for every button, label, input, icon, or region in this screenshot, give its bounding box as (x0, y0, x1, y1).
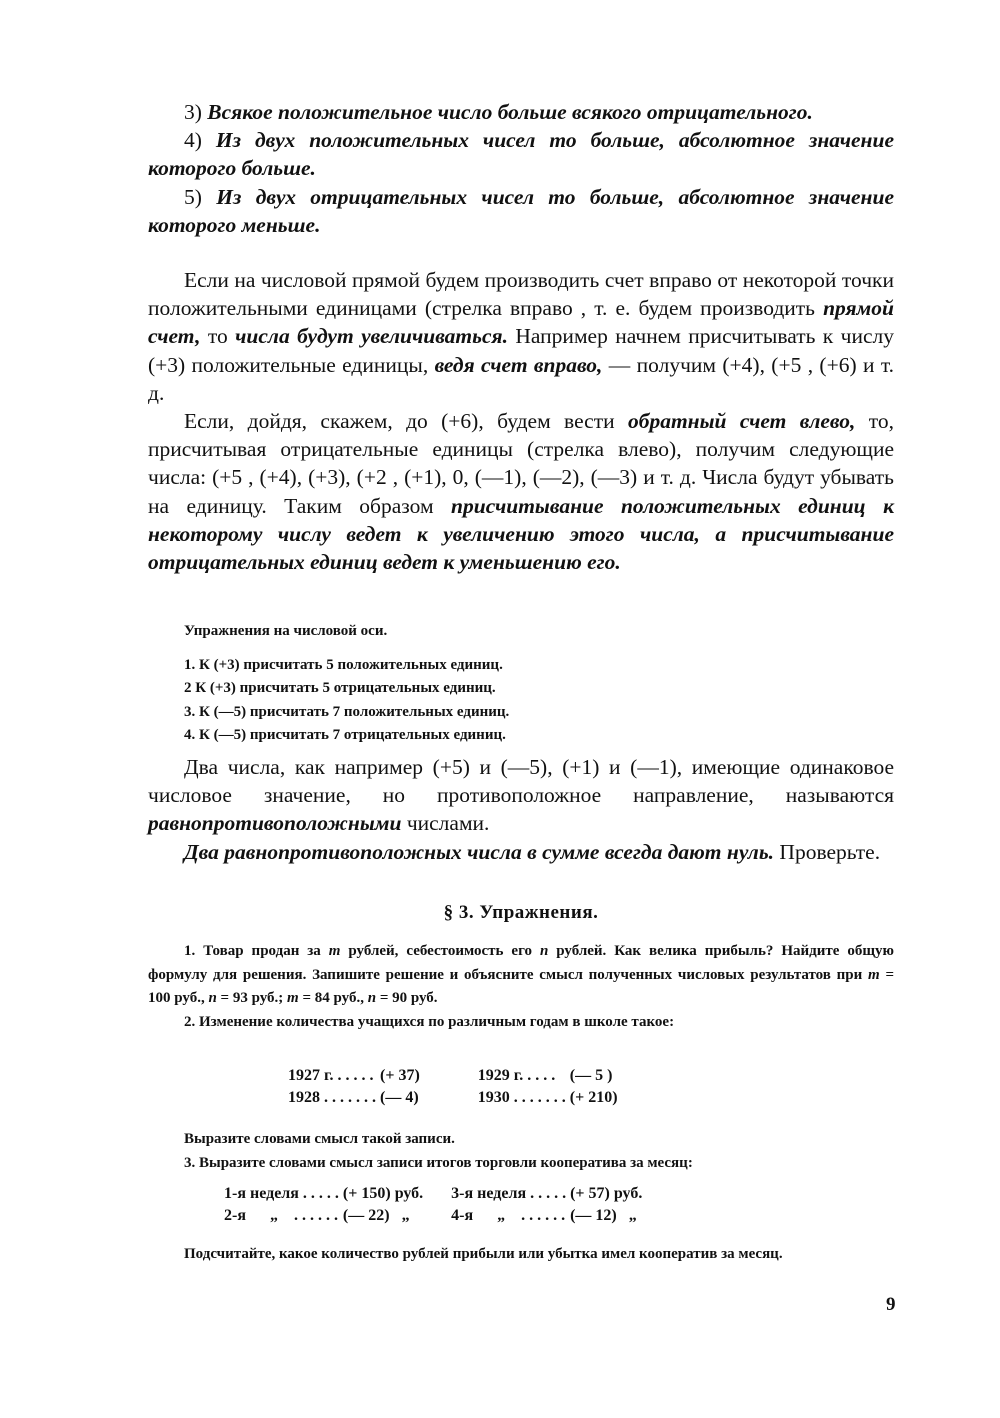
table-row: 1927 г. . . . . . (+ 37) 1929 г. . . . . (— 5 ) (288, 1067, 613, 1084)
problem-2: 2. Изменение количества учащихся по различным годам в школе такое: (184, 1013, 675, 1030)
problem-1: 1. Товар продан за m рублей, себестоимость его n рублей. Как велика прибыль? Найдите общую формулу для решения. Запишите решение и объясните смысл полученных числовых результатов при m = 100 руб., n = 93 руб.; m = 84 руб., n = 90 руб. 2. Изменение количества учащихся по различным годам в школе такое: (148, 940, 894, 1034)
problem-3-block (148, 1128, 894, 1175)
axis-exercise-3: 3. К (—5) присчитать 7 положительных единиц. (184, 703, 510, 720)
table-row: 1-я неделя . . . . . (+ 150) руб. 3-я неделя . . . . . (+ 57) руб. (224, 1185, 643, 1202)
problem-3: 3. Выразите словами смысл записи итогов торговли кооператива за месяц: (184, 1154, 693, 1171)
problem-2-end: Выразите словами смысл такой записи. (184, 1131, 455, 1147)
rules-block (148, 98, 894, 239)
rule-sum-zero: Два равнопротивоположных числа в сумме всегда дают нуль. Проверьте. (184, 839, 881, 864)
rule-3: 3) Всякое положительное число больше всякого отрицательного. (184, 100, 813, 124)
table-row: 2-я „ . . . . . . (— 22) „ 4-я „ . . . . . . (— 12) „ (224, 1207, 637, 1224)
axis-exercise-2: 2 К (+3) присчитать 5 отрицательных единиц. (184, 680, 496, 696)
axis-exercises-title: Упражнения на числовой оси. (184, 623, 388, 639)
axis-exercises (148, 620, 894, 748)
axis-exercise-1: 1. К (+3) присчитать 5 положительных единиц. (184, 656, 503, 673)
page-number: 9 (886, 1294, 896, 1315)
cooperative-trade-table (222, 1183, 644, 1227)
paragraph-count-right: Если на числовой прямой будем производить счет вправо от некоторой точки положительными единицами (стрелка вправо , т. е. будем производить прямой счет, то числа будут увеличиваться. Например начнем присчитывать к числу (+3) положительные единицы, ведя счет вправо, — получим (+4), (+5 , (+6) и т. д. (148, 268, 894, 405)
school-students-table (286, 1065, 620, 1109)
problem-3-end-block (148, 1243, 894, 1267)
paragraph-count-left: Если, дойдя, скажем, до (+6), будем вести обратный счет влево, то, присчитывая отрицательные единицы (стрелка влево), получим следующие числа: (+5 , (+4), (+3), (+2 , (+1), 0, (—1), (—2), (—3) и т. д. Числа будут убывать на единицу. Таким образом присчитывание положительных единиц к некоторому числу ведет к увеличению этого числа, а присчитывание отрицательных единиц ведет к уменьшению его. (148, 409, 894, 575)
rule-4: 4) Из двух положительных чисел то больше, абсолютное значение которого больше. (148, 128, 894, 181)
paragraph-opposite-numbers: Два числа, как например (+5) и (—5), (+1) и (—1), имеющие одинаковое числовое значение, но противоположное направление, называются равнопротивоположными числами. Два равнопротивоположных числа в сумме всегда дают нуль. Проверьте. (148, 753, 894, 866)
rule-5: 5) Из двух отрицательных чисел то больше, абсолютное значение которого меньше. (148, 184, 894, 237)
problem-3-end: Подсчитайте, какое количество рублей прибыли или убытка имел кооператив за месяц. (184, 1246, 783, 1262)
section-title-block (148, 902, 894, 924)
section-title: § 3. Упражнения. (443, 902, 599, 923)
table-row: 1928 . . . . . . . (— 4) 1930 . . . . . . . (+ 210) (288, 1089, 618, 1106)
axis-exercise-4: 4. К (—5) присчитать 7 отрицательных единиц. (184, 727, 506, 743)
